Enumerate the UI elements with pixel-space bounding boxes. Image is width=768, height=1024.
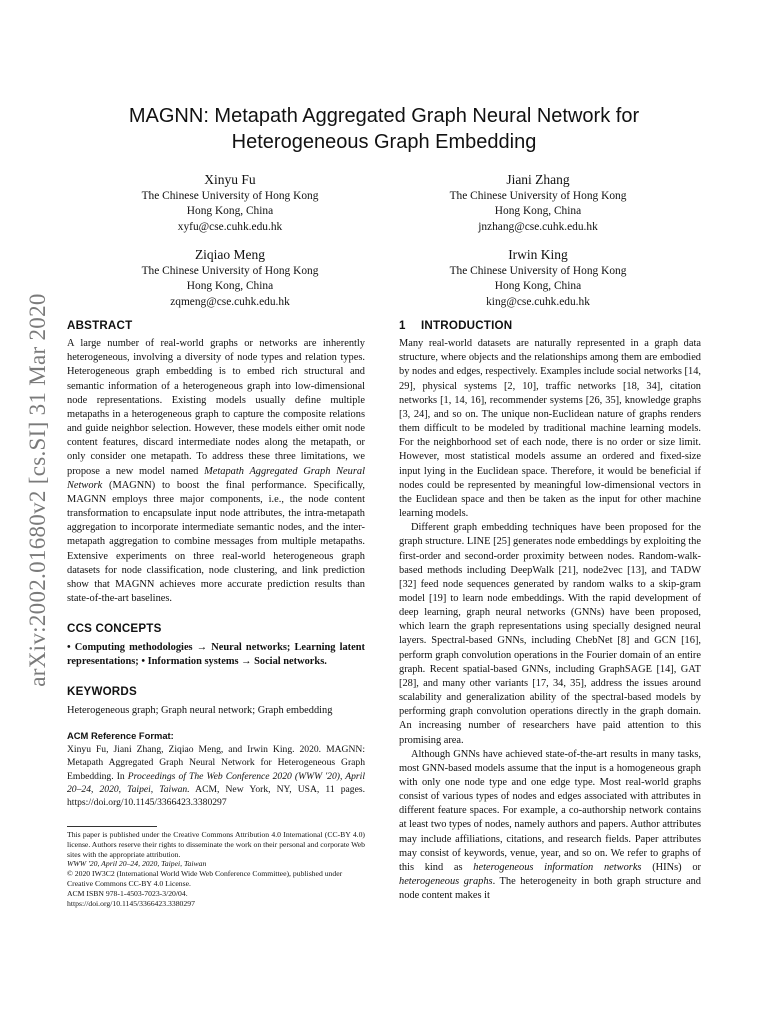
author-name: Ziqiao Meng [194, 247, 266, 262]
author-block-4 [388, 246, 688, 310]
proceedings-emphasis: Proceedings of The Web Conference 2020 (WWW '20), April 20–24, 2020, Taipei, Taiwan. [67, 770, 365, 795]
arxiv-identifier: arXiv:2002.01680v2 [cs.SI] 31 Mar 2020 [25, 293, 50, 687]
author-affiliation: The Chinese University of Hong Kong [141, 265, 319, 277]
intro-paragraph-2: Different graph embedding techniques have been proposed for the graph structure. LINE [25] generates node embeddings by exploiting the first-order and second-order proximity between nodes. Random-walk-based methods including DeepWalk [21], node2vec [13], and TADW [32] feed node sequences generated by random walks to a skip-gram model [19] to learn node embeddings. With the rapid development of deep learning, graph neural networks (GNNs) have been proposed, which learn the graph representations using specially designed neural layers. Spectral-based GNNs, including ChebNet [8] and GCN [16], perform graph convolution operations in the Fourier domain of an entire graph. Recent spatial-based GNNs, including GraphSAGE [14], GAT [28], and many other variants [17, 34, 35], address the issues around scalability and generalization ability of the spectral-based models by performing graph convolution operations directly in the graph domain. An increasing number of researchers have paid attention to this promising area. [399, 522, 701, 746]
abstract-heading: ABSTRACT [67, 319, 133, 332]
author-block-1 [80, 171, 380, 235]
ccs-concepts: • Computing methodologies → Neural networks; Learning latent representations; • Information systems → Social networks. [67, 642, 365, 668]
author-location: Hong Kong, China [494, 280, 582, 293]
intro-paragraph-1: Many real-world datasets are naturally represented in a graph data structure, where objects and the relationships among them are embodied by nodes and edges, respectively. Examples include social networks [14, 29], physical systems [2, 10], traffic networks [18, 34], citation networks [1, 14, 16], recommender systems [26, 35], knowledge graphs [3, 24], and so on. The unique non-Euclidean nature of graphs renders them difficult to be modeled by traditional machine learning models. For the neighborhood set of each node, there is no order or size limit. However, most statistical models assume an ordered and fixed-size input lying in the Euclidean space. Therefore, it would be beneficial if nodes could be represented by meaningful low-dimensional vectors in the Euclidean space and then be taken as the input for other machine learning models. [399, 338, 701, 520]
author-affiliation: The Chinese University of Hong Kong [449, 190, 627, 202]
section-number: 1 [399, 319, 406, 332]
abstract-section [67, 319, 365, 606]
title-line-2: Heterogeneous Graph Embedding [231, 131, 537, 153]
acm-reference-heading: ACM Reference Format: [67, 730, 174, 741]
ccs-heading: CCS CONCEPTS [67, 622, 162, 635]
author-email: zqmeng@cse.cuhk.edu.hk [170, 295, 290, 308]
venue-note: WWW '20, April 20–24, 2020, Taipei, Taiwan [67, 859, 207, 869]
paper-title [70, 103, 698, 155]
author-name: Xinyu Fu [204, 172, 256, 187]
author-name: Jiani Zhang [506, 172, 570, 187]
author-email: xyfu@cse.cuhk.edu.hk [177, 220, 283, 233]
copyright-note: © 2020 IW3C2 (International World Wide Web Conference Committee), published under Creative Commons CC-BY 4.0 License. [67, 869, 343, 888]
isbn-note: ACM ISBN 978-1-4503-7023-3/20/04. [67, 888, 188, 898]
footnote-section [67, 830, 365, 908]
abstract-body: A large number of real-world graphs or networks are inherently heterogeneous, involving a diversity of node types and relation types. Heterogeneous graph embedding is to embed rich structural and semantic information of a heterogeneous graph into low-dimensional node representations. Existing models usually define multiple metapaths in a heterogeneous graph to capture the composite relations and guide neighbor selection. However, these models either omit node content features, discard intermediate nodes along the metapath, or only consider one metapath. To address these three limitations, we propose a new model named Metapath Aggregated Graph Neural Network (MAGNN) to boost the final performance. Specifically, MAGNN employs three major components, i.e., the node content transformation to encapsulate input node attributes, the intra-metapath aggregation to incorporate intermediate semantic nodes, and the inter-metapath aggregation to combine messages from multiple metapaths. Extensive experiments on three real-world heterogeneous graph datasets for node classification, node clustering, and link prediction show that MAGNN achieves more accurate prediction results than state-of-the-art baselines. [67, 338, 365, 604]
keywords-heading: KEYWORDS [67, 685, 137, 698]
author-location: Hong Kong, China [494, 205, 582, 218]
model-name-emphasis: Metapath Aggregated Graph Neural Network [67, 465, 365, 491]
author-location: Hong Kong, China [186, 280, 274, 293]
author-block-2 [388, 171, 688, 235]
author-affiliation: The Chinese University of Hong Kong [449, 265, 627, 277]
footnote-rule [67, 826, 157, 827]
title-line-1: MAGNN: Metapath Aggregated Graph Neural Network for [128, 105, 640, 127]
introduction-heading [399, 319, 701, 333]
acm-reference-text: Xinyu Fu, Jiani Zhang, Ziqiao Meng, and Irwin King. 2020. MAGNN: Metapath Aggregated Graph Neural Network for Heterogeneous Graph Embedding. In Proceedings of The Web Conference 2020 (WWW '20), April 20–24, 2020, Taipei, Taiwan. ACM, New York, NY, USA, 11 pages. https://doi.org/10.1145/3366423.3380297 [67, 744, 365, 809]
acm-reference-section [67, 729, 365, 809]
author-email: king@cse.cuhk.edu.hk [486, 295, 590, 308]
author-email: jnzhang@cse.cuhk.edu.hk [478, 220, 598, 233]
keywords-section [67, 685, 365, 718]
arxiv-sidebar [14, 250, 62, 730]
keywords-text: Heterogeneous graph; Graph neural network; Graph embedding [67, 705, 333, 717]
author-name: Irwin King [508, 247, 568, 262]
author-location: Hong Kong, China [186, 205, 274, 218]
introduction-section [399, 319, 701, 903]
doi-note: https://doi.org/10.1145/3366423.3380297 [67, 898, 195, 908]
section-title: INTRODUCTION [421, 319, 513, 332]
author-affiliation: The Chinese University of Hong Kong [141, 190, 319, 202]
license-note: This paper is published under the Creative Commons Attribution 4.0 International (CC-BY 4.0) license. Authors reserve their rights to disseminate the work on their personal and corporate Web sites with the appropriate attribution. [67, 830, 365, 859]
ccs-section [67, 622, 365, 669]
author-block-3 [80, 246, 380, 310]
intro-paragraph-3: Although GNNs have achieved state-of-the-art results in many tasks, most GNN-based models assume that the input is a homogeneous graph with only one node type and one edge type. Most real-world graphs consist of various types of nodes and edges associated with attributes in different feature spaces. For example, a co-authorship network contains at least two types of nodes, namely authors and papers. Author attributes may include affiliations, citations, and research fields. Paper attributes may consist of keywords, venue, year, and so on. We refer to graphs of this kind as heterogeneous information networks (HINs) or heterogeneous graphs. The heterogeneity in both graph structure and node content makes it [399, 748, 701, 902]
